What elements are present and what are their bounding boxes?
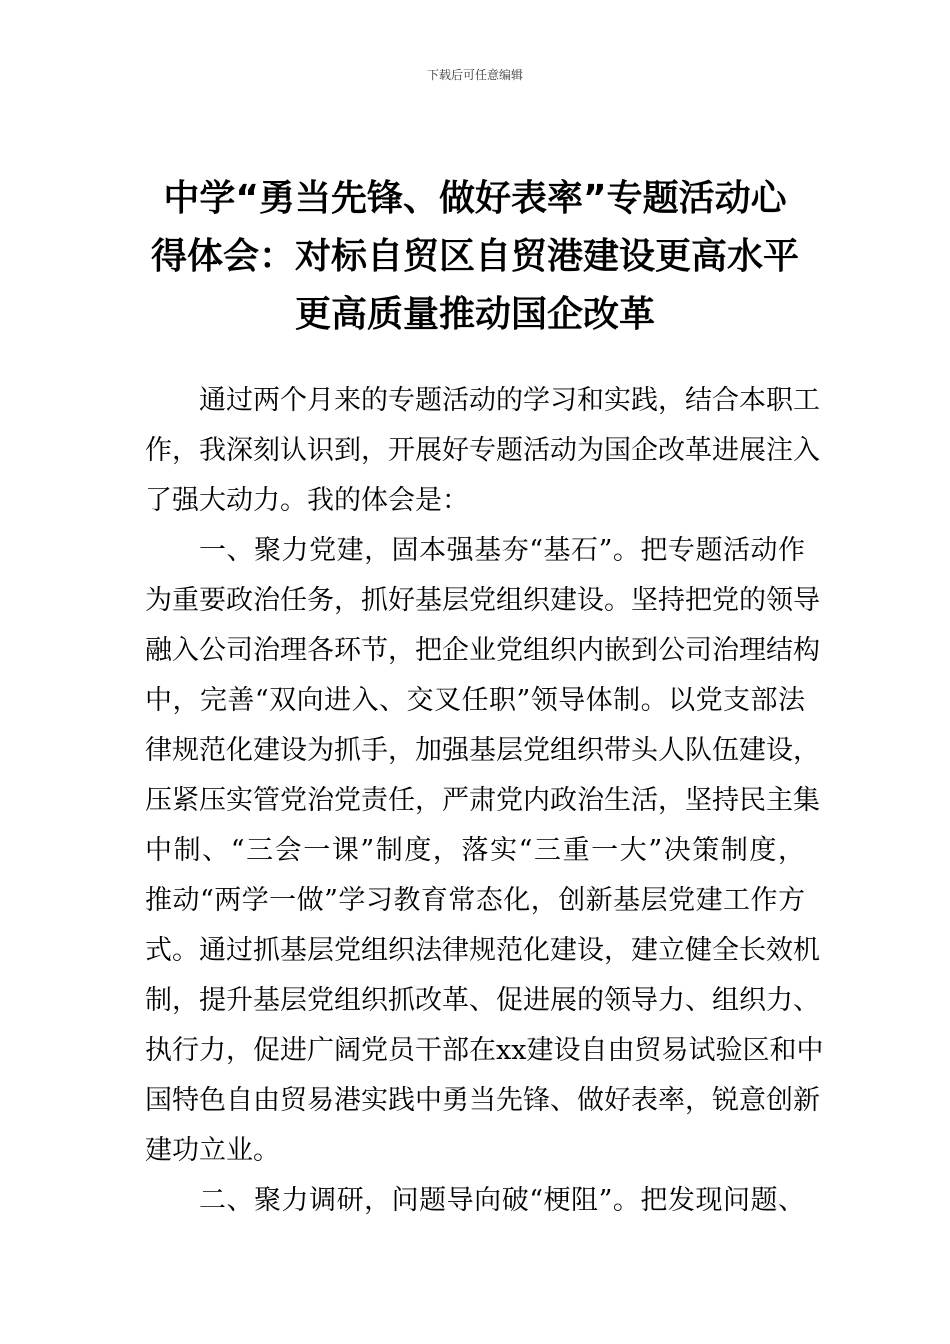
paragraph-line: 中，完善“双向进入、交叉任职”领导体制。以党支部法 <box>145 685 805 716</box>
paragraph-line: 通过两个月来的专题活动的学习和实践，结合本职工 <box>199 385 820 416</box>
paragraph-line: 融入公司治理各环节，把企业党组织内嵌到公司治理结构 <box>145 635 820 666</box>
paragraph-intro <box>145 376 820 526</box>
title-line: 得体会：对标自贸区自贸港建设更高水平 <box>150 236 799 277</box>
document-body <box>145 376 824 1226</box>
paragraph-line: 执行力，促进广阔党员干部在xx建设自由贸易试验区和中 <box>145 1035 824 1066</box>
paragraph-line: 式。通过抓基层党组织法律规范化建设，建立健全长效机 <box>145 935 820 966</box>
paragraph-section-one <box>145 526 824 1176</box>
title-line: 中学“勇当先锋、做好表率”专题活动心 <box>163 178 787 219</box>
paragraph-line: 制，提升基层党组织抓改革、促进展的领导力、组织力、 <box>145 985 820 1016</box>
title-line: 更高质量推动国企改革 <box>294 294 655 335</box>
paragraph-line: 律规范化建设为抓手，加强基层党组织带头人队伍建设， <box>145 735 820 766</box>
paragraph-section-two <box>145 1176 805 1226</box>
paragraph-line: 为重要政治任务，抓好基层党组织建设。坚持把党的领导 <box>145 585 820 616</box>
paragraph-line: 一、聚力党建，固本强基夯“基石”。把专题活动作 <box>199 535 805 566</box>
paragraph-line: 作，我深刻认识到，开展好专题活动为国企改革进展注入 <box>145 435 820 466</box>
paragraph-line: 了强大动力。我的体会是： <box>145 485 469 516</box>
paragraph-line: 中制、“三会一课”制度，落实“三重一大”决策制度， <box>145 835 805 866</box>
paragraph-line: 国特色自由贸易港实践中勇当先锋、做好表率，锐意创新 <box>145 1085 820 1116</box>
document-title <box>145 170 805 344</box>
paragraph-line: 推动“两学一做”学习教育常态化，创新基层党建工作方 <box>145 885 805 916</box>
paragraph-line: 压紧压实管党治党责任，严肃党内政治生活，坚持民主集 <box>145 785 820 816</box>
paragraph-line: 二、聚力调研，问题导向破“梗阻”。把发现问题、 <box>199 1185 805 1216</box>
header-note: 下载后可任意编辑 <box>426 68 523 82</box>
paragraph-line: 建功立业。 <box>145 1135 280 1166</box>
